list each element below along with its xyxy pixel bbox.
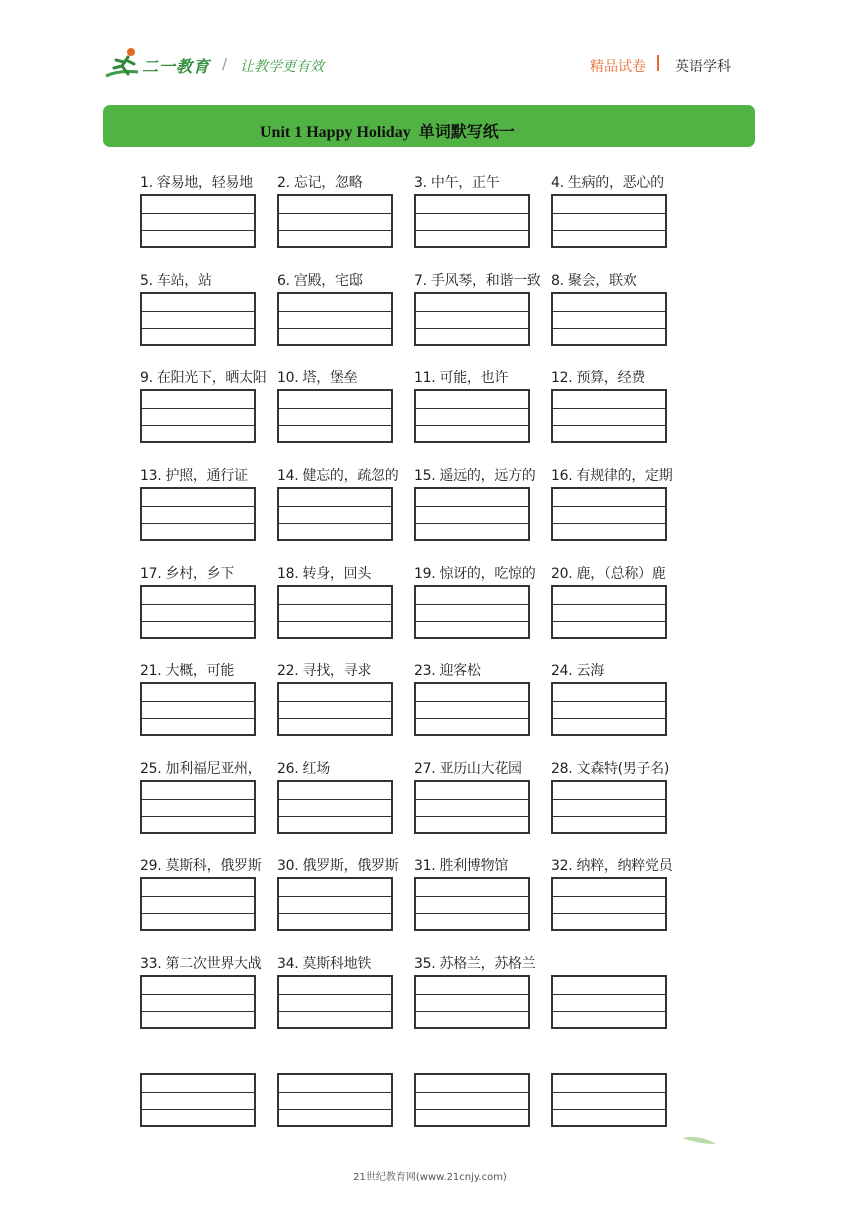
word-prompt: 16. 有规律的，定期 [551,468,673,484]
writing-line [142,230,254,231]
writing-lines[interactable] [414,194,530,248]
writing-line [553,1109,665,1110]
writing-line [279,213,391,214]
word-prompt: 25. 加利福尼亚州， [140,761,262,777]
writing-line [279,408,391,409]
writing-lines[interactable] [551,682,667,736]
word-prompt: 34. 莫斯科地铁 [277,956,372,972]
writing-line [279,604,391,605]
writing-line [142,1092,254,1093]
writing-line [553,408,665,409]
writing-line [142,816,254,817]
writing-lines[interactable] [277,487,393,541]
writing-lines[interactable] [414,682,530,736]
writing-line [142,799,254,800]
writing-line [279,425,391,426]
writing-line [279,523,391,524]
tag-divider [657,55,659,71]
writing-line [416,408,528,409]
writing-line [142,1109,254,1110]
writing-lines[interactable] [140,975,256,1029]
title-chinese: 单词默写纸一 [418,122,515,141]
leaf-decoration-icon [682,1134,716,1146]
writing-line [142,604,254,605]
writing-line [279,506,391,507]
writing-lines[interactable] [140,194,256,248]
writing-line [553,425,665,426]
word-prompt: 30. 俄罗斯，俄罗斯 [277,858,399,874]
writing-line [553,913,665,914]
writing-line [142,701,254,702]
writing-line [279,621,391,622]
writing-lines[interactable] [277,1073,393,1127]
writing-line [279,1109,391,1110]
title-english: Unit 1 Happy Holiday [260,124,411,141]
word-prompt: 12. 预算，经费 [551,370,646,386]
subject-tag: 英语学科 [675,59,731,75]
writing-lines[interactable] [140,487,256,541]
writing-line [553,506,665,507]
writing-lines[interactable] [140,877,256,931]
writing-lines[interactable] [277,292,393,346]
writing-lines[interactable] [551,292,667,346]
writing-lines[interactable] [414,585,530,639]
writing-line [416,896,528,897]
writing-lines[interactable] [140,682,256,736]
writing-lines[interactable] [277,585,393,639]
writing-line [553,523,665,524]
writing-line [142,408,254,409]
word-prompt: 9. 在阳光下，晒太阳 [140,370,267,386]
word-prompt: 4. 生病的，恶心的 [551,175,664,191]
writing-line [553,328,665,329]
writing-line [279,913,391,914]
writing-line [279,994,391,995]
writing-line [279,1011,391,1012]
word-prompt: 23. 迎客松 [414,663,481,679]
writing-line [416,621,528,622]
writing-line [279,896,391,897]
word-prompt: 3. 中午，正午 [414,175,500,191]
writing-lines[interactable] [277,780,393,834]
writing-line [416,994,528,995]
writing-line [416,816,528,817]
logo-text: 二一教育 [142,57,211,76]
word-prompt: 1. 容易地，轻易地 [140,175,253,191]
word-prompt: 33. 第二次世界大战 [140,956,262,972]
writing-lines[interactable] [414,975,530,1029]
writing-line [142,213,254,214]
writing-lines[interactable] [277,877,393,931]
writing-lines[interactable] [414,389,530,443]
writing-lines[interactable] [414,487,530,541]
writing-line [553,621,665,622]
word-prompt: 11. 可能，也许 [414,370,509,386]
word-prompt: 5. 车站，站 [140,273,212,289]
writing-line [416,604,528,605]
writing-line [416,425,528,426]
writing-line [416,799,528,800]
word-prompt: 10. 塔，堡垒 [277,370,358,386]
writing-line [416,328,528,329]
word-prompt: 18. 转身，回头 [277,566,372,582]
writing-line [279,816,391,817]
writing-line [416,506,528,507]
writing-line [553,604,665,605]
writing-line [553,896,665,897]
writing-lines[interactable] [551,585,667,639]
writing-line [142,425,254,426]
word-prompt: 17. 乡村，乡下 [140,566,235,582]
writing-lines[interactable] [414,1073,530,1127]
writing-line [553,799,665,800]
writing-line [279,718,391,719]
slogan: 让教学更有效 [240,59,324,75]
writing-line [416,701,528,702]
word-prompt: 29. 莫斯科，俄罗斯 [140,858,262,874]
word-prompt: 15. 遥远的，远方的 [414,468,536,484]
word-prompt: 32. 纳粹，纳粹党员 [551,858,673,874]
writing-lines[interactable] [140,1073,256,1127]
word-prompt: 22. 寻找，寻求 [277,663,372,679]
word-prompt: 7. 手风琴，和谐一致 [414,273,541,289]
word-prompt: 14. 健忘的，疏忽的 [277,468,399,484]
writing-lines[interactable] [551,877,667,931]
writing-line [416,718,528,719]
writing-lines[interactable] [140,292,256,346]
writing-line [553,1092,665,1093]
writing-line [553,701,665,702]
writing-lines[interactable] [414,292,530,346]
writing-lines[interactable] [140,585,256,639]
writing-line [553,816,665,817]
writing-line [553,994,665,995]
writing-lines[interactable] [277,975,393,1029]
writing-lines[interactable] [414,780,530,834]
writing-line [142,718,254,719]
writing-lines[interactable] [551,487,667,541]
writing-line [553,718,665,719]
writing-line [142,994,254,995]
writing-lines[interactable] [277,389,393,443]
word-prompt: 31. 胜利博物馆 [414,858,509,874]
writing-line [279,799,391,800]
writing-lines[interactable] [551,975,667,1029]
writing-line [416,1092,528,1093]
writing-line [416,230,528,231]
writing-lines[interactable] [551,780,667,834]
word-prompt: 35. 苏格兰，苏格兰 [414,956,536,972]
writing-line [279,230,391,231]
page-title [260,119,515,142]
writing-line [553,213,665,214]
quality-tag: 精品试卷 [590,59,646,75]
writing-line [142,523,254,524]
writing-line [416,213,528,214]
writing-line [416,913,528,914]
word-prompt: 13. 护照，通行证 [140,468,248,484]
writing-line [279,701,391,702]
writing-line [142,506,254,507]
writing-line [416,1109,528,1110]
word-prompt: 6. 宫殿，宅邸 [277,273,363,289]
writing-lines[interactable] [140,389,256,443]
writing-lines[interactable] [551,389,667,443]
writing-lines[interactable] [140,780,256,834]
word-prompt: 21. 大概，可能 [140,663,235,679]
divider-slash: / [222,55,228,73]
writing-line [142,1011,254,1012]
word-prompt: 19. 惊讶的，吃惊的 [414,566,536,582]
page-footer: 21世纪教育网(www.21cnjy.com) [353,1172,507,1183]
writing-line [553,230,665,231]
writing-line [279,328,391,329]
writing-line [279,1092,391,1093]
writing-line [416,1011,528,1012]
page-header [0,0,860,100]
writing-line [142,328,254,329]
writing-line [142,896,254,897]
writing-lines[interactable] [277,194,393,248]
writing-line [142,913,254,914]
word-prompt: 20. 鹿，（总称）鹿 [551,566,666,582]
writing-line [553,311,665,312]
writing-line [416,523,528,524]
writing-lines[interactable] [277,682,393,736]
writing-lines[interactable] [551,194,667,248]
writing-line [142,311,254,312]
writing-lines[interactable] [414,877,530,931]
word-prompt: 8. 聚会，联欢 [551,273,637,289]
writing-lines[interactable] [551,1073,667,1127]
writing-line [416,311,528,312]
writing-line [553,1011,665,1012]
word-prompt: 26. 红场 [277,761,330,777]
word-prompt: 2. 忘记，忽略 [277,175,363,191]
writing-line [142,621,254,622]
word-prompt: 28. 文森特(男子名) [551,761,670,777]
word-prompt: 24. 云海 [551,663,604,679]
word-prompt: 27. 亚历山大花园 [414,761,522,777]
writing-line [279,311,391,312]
